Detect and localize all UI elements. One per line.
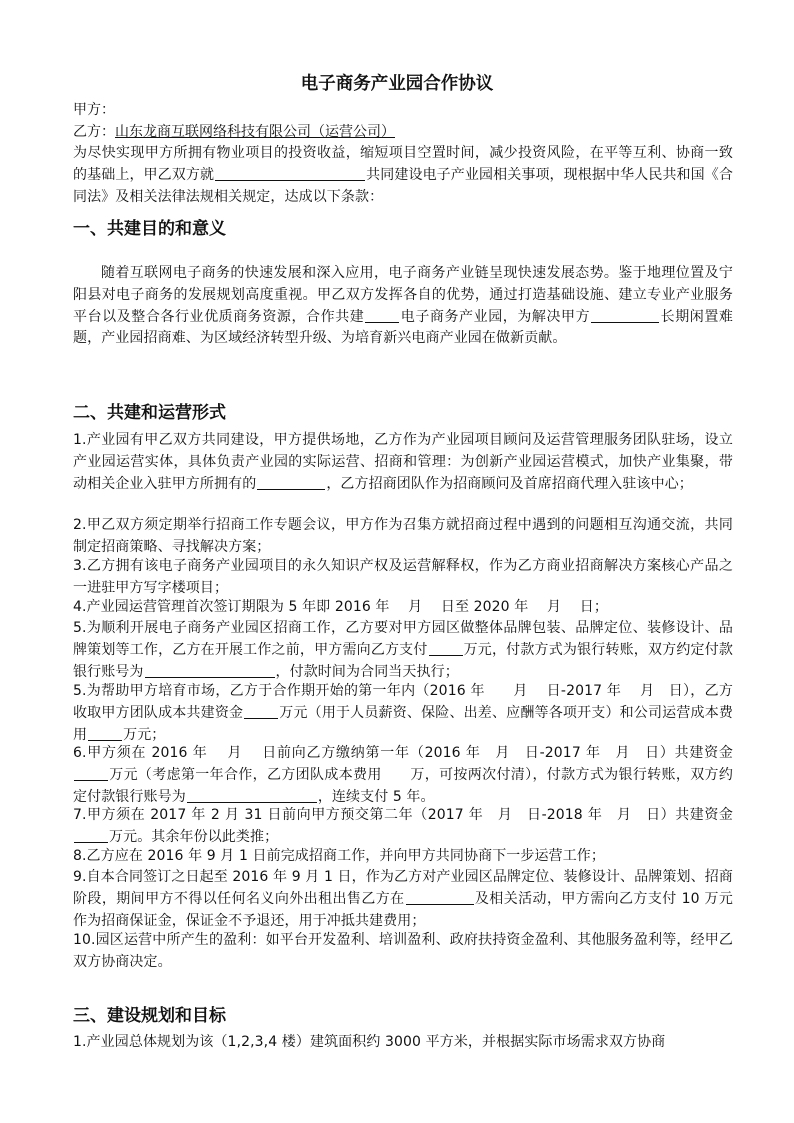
section-2-item-8: 8.乙方应在 2016 年 9 月 1 日前完成招商工作，并向甲方共同协商下一步运营工作；: [73, 848, 605, 864]
party-a-label: 甲方：: [73, 102, 115, 118]
section-1-heading: 一、共建目的和意义: [73, 219, 226, 239]
blank-field: [215, 165, 365, 181]
document-title: 电子商务产业园合作协议: [300, 74, 494, 94]
item-7-text-b: 万元。其余年份以此类推；: [109, 828, 279, 845]
section-2-item-1: [73, 430, 733, 495]
preamble-text-2: 共同建设电子产业园相关事项，现根据中华人民共和国《合同法》及相关法律法规相关规定，达成以下条款：: [73, 166, 733, 205]
blank-field: [406, 889, 474, 905]
item-7-text-a: 7.甲方须在 2017 年 2 月 31 日前向甲方预交第二年（2017 年 月 日-2018 年 月 日）共建资金: [73, 807, 733, 823]
section-2-item-10: 10.园区运营中所产生的盈利：如平台开发盈利、培训盈利、政府扶持资金盈利、其他服务盈利等，经甲乙双方协商决定。: [73, 932, 733, 970]
section-1-text-1: 随着互联网电子商务的快速发展和深入应用，电子商务产业链呈现快速发展态势。鉴于地理位置及宁阳县对电子商务的发展规划高度重视。甲乙双方发挥各自的优势，通过打造基础设施、建立专业产业服务平台以及整合各行业优质商务资源，合作共建: [73, 265, 733, 325]
blank-field: [591, 307, 659, 323]
section-1-text-2: 电子商务产业园，为解决甲方: [400, 308, 591, 325]
item-9-text-a: 9.自本合同签订之日起至 2016 年 9 月 1 日，作为乙方对产业园区品牌定位、装修设计、品牌策划、招商阶段，期间甲方不得以任何名义向外出租出售乙方在: [73, 869, 733, 907]
item-9-text-b: 及相关活动，甲方需向乙方支付 10 万元作为招商保证金，保证金不予退还，用于冲抵共建费用；: [73, 890, 733, 929]
blank-field: [257, 474, 325, 490]
item-1-text-a: 1.产业园有甲乙双方共同建设，甲方提供场地，乙方作为产业园项目顾问及运营管理服务团队驻场，设立产业园运营实体，具体负责产业园的实际运营、招商和管理：为创新产业园运营模式，加快产业集聚，带动相关企业入驻甲方所拥有的: [73, 432, 733, 492]
section-2-item-2: 2.甲乙双方须定期举行招商工作专题会议，甲方作为召集方就招商过程中遇到的问题相互沟通交流，共同制定招商策略、寻找解决方案；: [73, 517, 733, 555]
party-b-line: [73, 121, 395, 143]
blank-field: [88, 725, 122, 741]
section-1-paragraph: [73, 263, 733, 350]
item-6-text-c: ，连续支付 5 年。: [317, 788, 435, 805]
blank-field: [429, 640, 463, 656]
blank-field: [365, 307, 399, 323]
item-5b-text-a: 5.为帮助甲方培育市场，乙方于合作期开始的第一年内（2016 年 月 日-2017 年 月 日），乙方收取甲方团队成本共建资金: [73, 683, 733, 721]
section-2-item-6: [73, 743, 733, 808]
blank-field: [74, 765, 108, 781]
section-2-item-5b: [73, 681, 733, 746]
item-5b-text-b: 万元（用于人员薪资、保险、出差、应酬等各项开支）和公司运营成本费用: [73, 704, 733, 743]
section-2-item-4: 4.产业园运营管理首次签订期限为 5 年即 2016 年 月 日至 2020 年 月 日；: [73, 599, 608, 615]
section-2-item-5: [73, 618, 733, 683]
item-6-text-a: 6.甲方须在 2016 年 月 日前向乙方缴纳第一年（2016 年 月 日-2017 年 月 日）共建资金: [73, 745, 733, 761]
item-1-text-b: ，乙方招商团队作为招商顾问及首席招商代理入驻该中心；: [326, 475, 693, 492]
blank-field: [187, 787, 317, 803]
section-2-heading: 二、共建和运营形式: [73, 403, 226, 423]
item-5-text-b: 万元，付款方式为银行转账，双方约定付款银行账号为: [73, 641, 733, 680]
section-2-item-9: [73, 867, 733, 932]
section-1-text-3: 长期闲置难题，产业园招商难、为区域经济转型升级、为培育新兴电商产业园在做新贡献。: [73, 308, 733, 347]
party-b-label: 乙方：: [73, 124, 115, 140]
item-5-text-a: 5.为顺利开展电子商务产业园区招商工作，乙方要对甲方园区做整体品牌包装、品牌定位、装修设计、品牌策划等工作，乙方在开展工作之前，甲方需向乙方支付: [73, 620, 733, 658]
blank-field: [74, 827, 108, 843]
section-2-item-7: [73, 805, 733, 849]
preamble-text-1: 为尽快实现甲方所拥有物业项目的投资收益，缩短项目空置时间，减少投资风险，在平等互利、协商一致的基础上，甲乙双方就: [73, 145, 733, 183]
item-6-text-b: 万元（考虑第一年合作，乙方团队成本费用 万，可按两次付清），付款方式为银行转账，双方约定付款银行账号为: [73, 766, 733, 805]
section-3-item-1: 1.产业园总体规划为该（1,2,3,4 楼）建筑面积约 3000 平方米，并根据实际市场需求双方协商: [73, 1034, 666, 1050]
party-a-line: [73, 99, 115, 121]
item-5b-text-c: 万元；: [123, 726, 166, 743]
item-5-text-c: ，付款时间为合同当天执行；: [275, 663, 459, 680]
section-3-heading: 三、建设规划和目标: [73, 1006, 226, 1026]
section-2-item-3: 3.乙方拥有该电子商务产业园项目的永久知识产权及运营解释权，作为乙方商业招商解决方案核心产品之一进驻甲方写字楼项目；: [73, 558, 733, 596]
preamble-paragraph: [73, 143, 733, 208]
party-b-value: 山东龙商互联网络科技有限公司（运营公司）: [115, 124, 395, 140]
blank-field: [244, 703, 278, 719]
blank-field: [145, 662, 275, 678]
